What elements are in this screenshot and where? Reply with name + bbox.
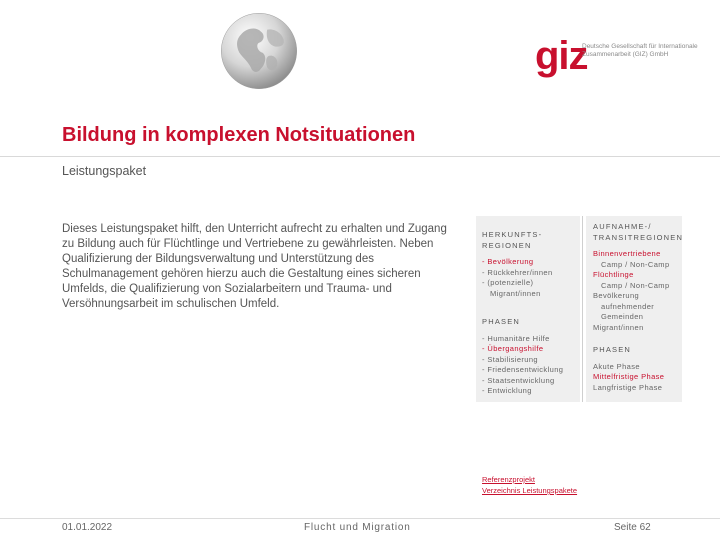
list-item: - Übergangshilfe bbox=[482, 344, 544, 353]
list-item: - Stabilisierung bbox=[482, 354, 539, 364]
transit-regions-content bbox=[593, 222, 685, 393]
list-item: Langfristige Phase bbox=[593, 382, 663, 392]
description-paragraph: Dieses Leistungspaket hilft, den Unterricht aufrecht zu erhalten und Zugang zu Bildung auch für Flüchtlinge und Vertriebene zu gewährleisten. Neben Qualifizierung der Bildungsverwaltung und Unterstützung des Schulmanagement gehören hierzu auch die Gestaltung eines sicheren Umfelds, die Qualifizierung von Sozialarbeitern und Trauma- und Versöhnungsarbeit im schulischen Umfeld. bbox=[62, 223, 447, 310]
list-item: Bevölkerung bbox=[593, 291, 640, 300]
list-item: aufnehmender bbox=[601, 301, 655, 311]
origin-regions-list bbox=[482, 257, 576, 299]
origin-regions-heading: HERKUNFTS-REGIONEN bbox=[482, 230, 543, 250]
list-item: Akute Phase bbox=[593, 361, 640, 371]
list-item: Camp / Non-Camp bbox=[601, 280, 670, 290]
list-item: - Entwicklung bbox=[482, 386, 532, 395]
transit-regions-heading: AUFNAHME-/ TRANSITREGIONEN bbox=[593, 222, 684, 242]
giz-logo: giz bbox=[535, 34, 588, 78]
page-subtitle: Leistungspaket bbox=[62, 164, 147, 178]
list-item: Gemeinden bbox=[601, 312, 644, 321]
list-item: Migrant/innen bbox=[593, 322, 644, 332]
transit-regions-list bbox=[593, 249, 685, 333]
footer-divider bbox=[0, 518, 720, 519]
list-item: Binnenvertriebene bbox=[593, 249, 661, 258]
links-block bbox=[482, 474, 577, 496]
giz-logo-text: Deutsche Gesellschaft für Internationale Zusammenarbeit (GIZ) GmbH bbox=[582, 43, 698, 58]
footer-date: 01.01.2022 bbox=[62, 522, 113, 533]
phases-heading: PHASEN bbox=[593, 345, 632, 354]
list-item: Camp / Non-Camp bbox=[601, 259, 670, 269]
list-item: - Friedensentwicklung bbox=[482, 365, 564, 374]
list-item: Flüchtlinge bbox=[593, 270, 634, 279]
list-item: Mittelfristige Phase bbox=[593, 372, 665, 381]
list-item: - Bevölkerung bbox=[482, 257, 534, 266]
phases-list bbox=[593, 362, 685, 394]
title-divider bbox=[0, 156, 720, 157]
list-item: - Staatsentwicklung bbox=[482, 375, 555, 385]
phases-list bbox=[482, 334, 576, 397]
service-packages-index-link[interactable]: Verzeichnis Leistungspakete bbox=[482, 486, 578, 495]
list-item: Migrant/innen bbox=[490, 288, 541, 298]
globe-image bbox=[218, 10, 300, 92]
list-item: - Rückkehrer/innen bbox=[482, 267, 553, 277]
footer-topic: Flucht und Migration bbox=[304, 522, 411, 533]
phases-heading: PHASEN bbox=[482, 317, 521, 326]
page-number: Seite 62 bbox=[614, 522, 651, 533]
panel-divider bbox=[582, 216, 583, 402]
list-item: - Humanitäre Hilfe bbox=[482, 333, 550, 343]
reference-project-link[interactable]: Referenzprojekt bbox=[482, 475, 535, 484]
origin-regions-content bbox=[482, 230, 576, 397]
list-item: - (potenzielle) bbox=[482, 278, 534, 287]
page-title: Bildung in komplexen Notsituationen bbox=[62, 124, 416, 146]
